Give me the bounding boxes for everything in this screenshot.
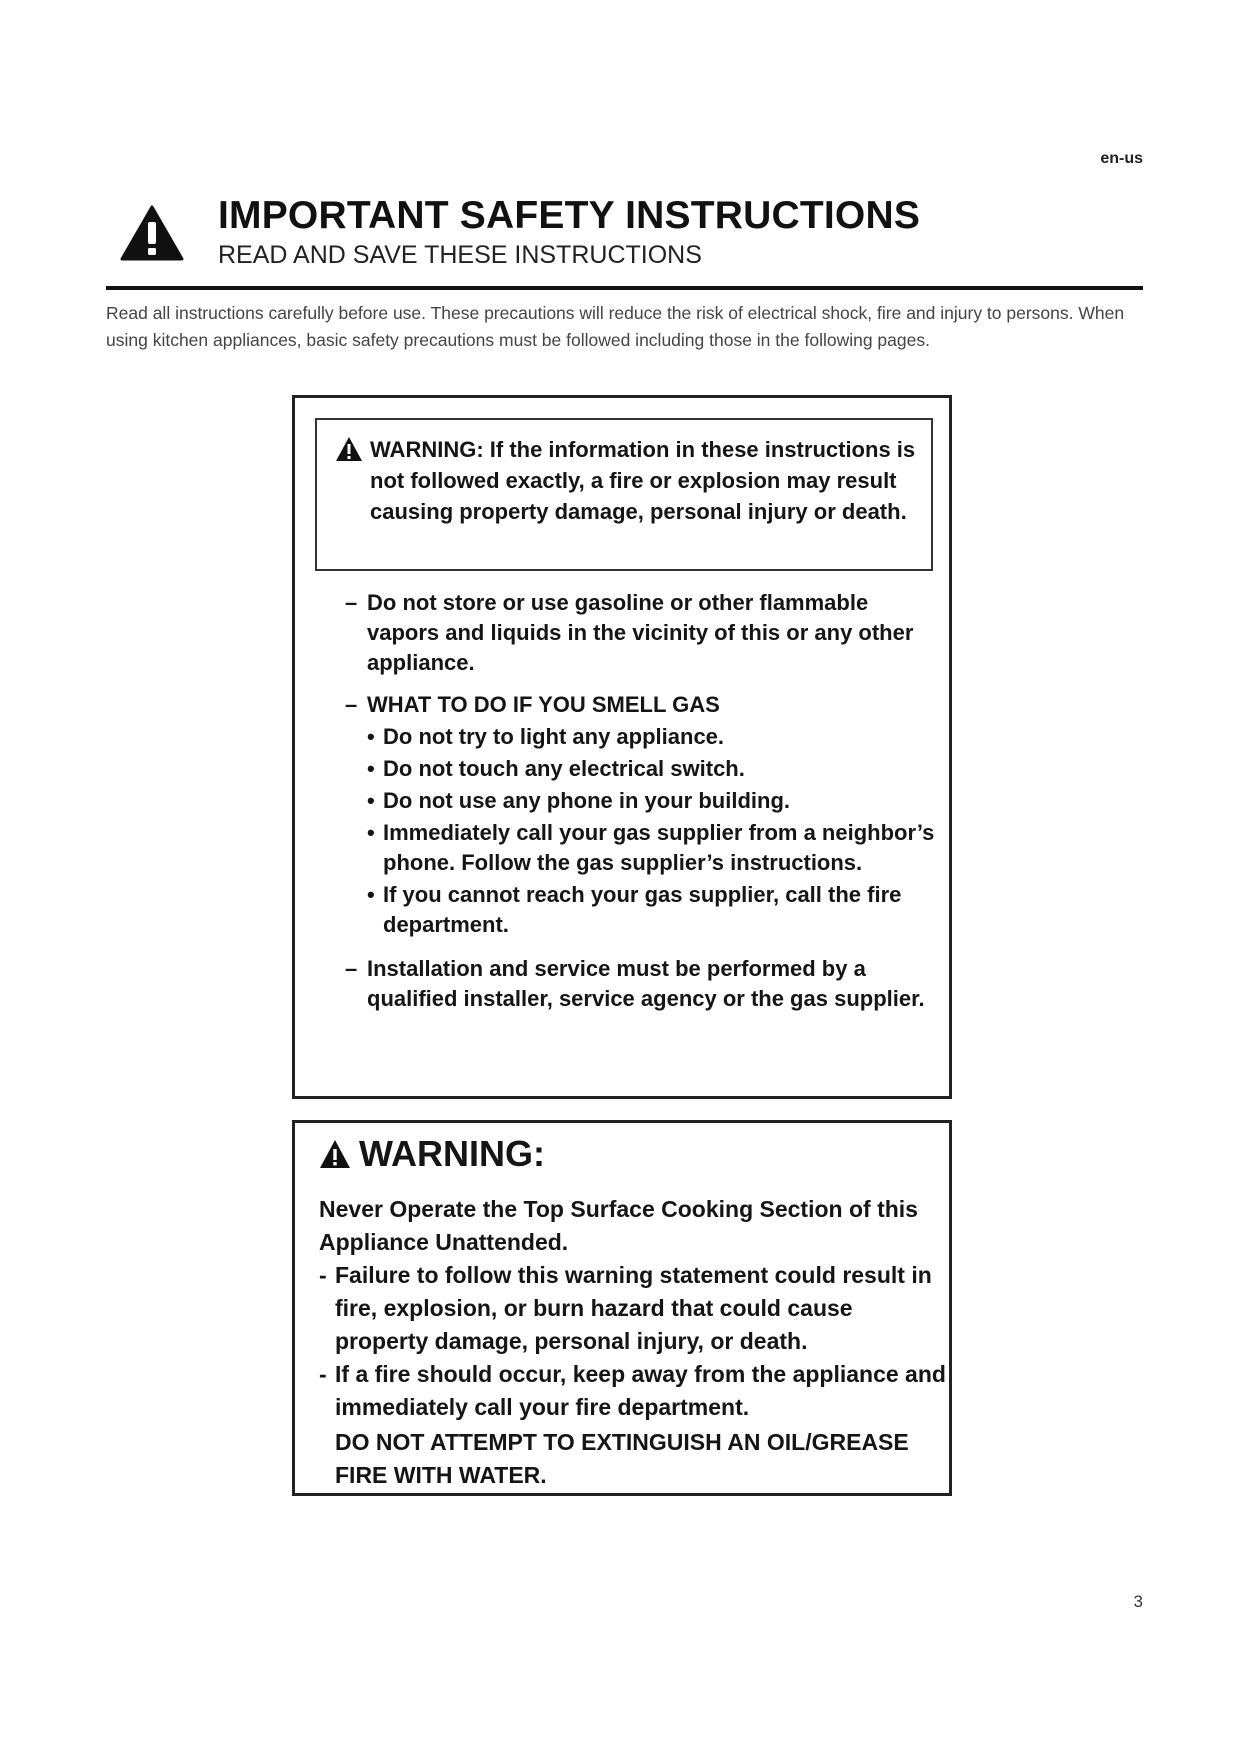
warning-text: WARNING: If the information in these instructions is not followed exactly, a fire or explosion may result causing property damage, personal injury or death. <box>370 437 916 524</box>
list-item: – Installation and service must be performed by a qualified installer, service agency or the gas supplier. <box>345 956 925 1011</box>
list-item: – Do not store or use gasoline or other flammable vapors and liquids in the vicinity of this or any other appliance. <box>345 590 914 675</box>
list-item: - Failure to follow this warning statement could result in fire, explosion, or burn hazard that could cause property damage, personal injury, or death. <box>319 1262 932 1354</box>
warning-icon <box>120 205 184 261</box>
page-title: IMPORTANT SAFETY INSTRUCTIONS <box>218 194 921 237</box>
header-divider <box>106 286 1143 290</box>
page-subtitle: READ AND SAVE THESE INSTRUCTIONS <box>218 241 702 269</box>
bullet-item: • Do not touch any electrical switch. <box>367 756 745 781</box>
warning-icon <box>335 436 363 462</box>
warning-lead: Never Operate the Top Surface Cooking Section of this Appliance Unattended. <box>319 1196 918 1255</box>
page-number: 3 <box>1133 1592 1143 1611</box>
bullet-item: • Immediately call your gas supplier from a neighbor’s phone. Follow the gas supplier’s instructions. <box>367 820 935 875</box>
fire-explosion-warning <box>315 418 933 571</box>
language-code: en-us <box>1100 150 1143 167</box>
gas-instructions-list <box>345 588 935 1014</box>
warning-heading: WARNING: <box>319 1133 545 1175</box>
intro-paragraph: Read all instructions carefully before use. These precautions will reduce the risk of electrical shock, fire and injury to persons. When using kitchen appliances, basic safety precautions must be followed including those in the following pages. <box>106 303 1125 350</box>
list-item: – WHAT TO DO IF YOU SMELL GAS <box>345 692 720 717</box>
bullet-item: • Do not use any phone in your building. <box>367 788 790 813</box>
list-item: - If a fire should occur, keep away from the appliance and immediately call your fire department. <box>319 1361 946 1420</box>
bullet-item: • Do not try to light any appliance. <box>367 724 725 749</box>
warning-body <box>319 1193 949 1492</box>
warning-icon <box>319 1139 351 1169</box>
warning-caps: DO NOT ATTEMPT TO EXTINGUISH AN OIL/GREASE FIRE WITH WATER. <box>335 1429 909 1488</box>
cooking-warning-box <box>292 1120 952 1496</box>
bullet-item: • If you cannot reach your gas supplier, call the fire department. <box>367 882 902 937</box>
gas-safety-box <box>292 395 952 1099</box>
